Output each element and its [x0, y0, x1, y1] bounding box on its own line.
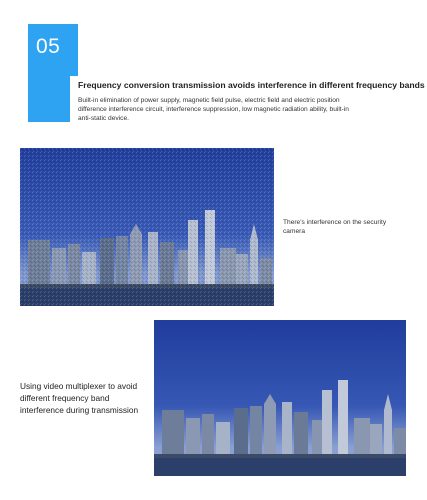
photo-caption-interference: There's interference on the security camera: [283, 219, 387, 235]
skyline-photo-interference: [20, 148, 274, 306]
section-number: 05: [36, 35, 61, 58]
section-description: Built-in elimination of power supply, magnetic field pulse, electric field and electric position difference interference circuit, interference suppression, low magnetic radiation ability, built-in anti-static device.: [78, 97, 349, 123]
section-heading: Frequency conversion transmission avoids interference in different frequency bands: [78, 80, 425, 90]
photo-caption-multiplexer: Using video multiplexer to avoid different frequency band interference during transmission: [20, 381, 139, 415]
skyline-photo-clear: [154, 320, 406, 476]
badge-accent: [70, 24, 78, 76]
